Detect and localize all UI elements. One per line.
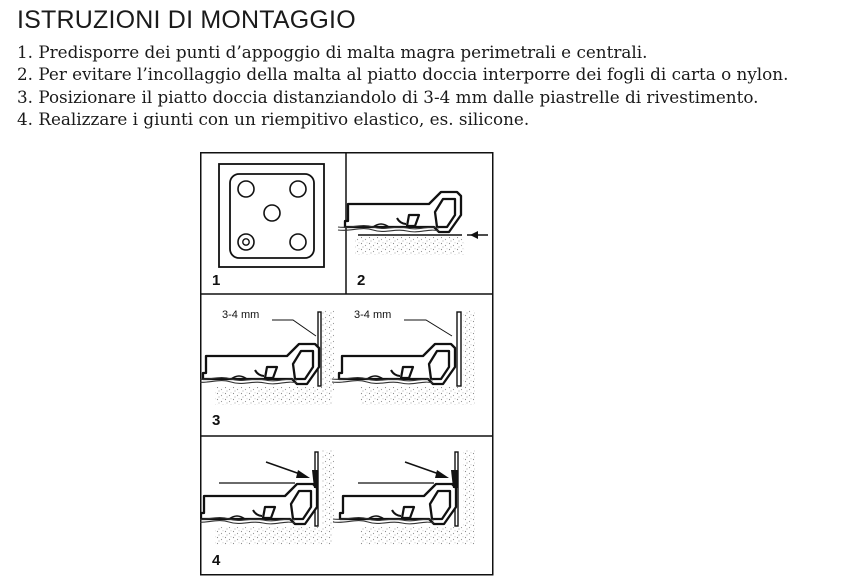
instruction-step-3: 3. Posizionare il piatto doccia distanziandolo di 3-4 mm dalle piastrelle di rivestimento.: [17, 86, 759, 107]
instruction-step-4: 4. Realizzare i giunti con un riempitivo elastico, es. silicone.: [17, 108, 530, 129]
page-title: ISTRUZIONI DI MONTAGGIO: [17, 6, 356, 34]
gap-label-left: 3-4 mm: [222, 309, 260, 321]
panel-label-4: 4: [212, 552, 221, 569]
panel-label-2: 2: [357, 272, 366, 289]
instruction-step-1: 1. Predisporre dei punti d’appoggio di malta magra perimetrali e centrali.: [17, 42, 648, 62]
panel-label-3: 3: [212, 412, 221, 429]
assembly-diagram: [200, 152, 495, 576]
gap-label-right: 3-4 mm: [354, 309, 392, 321]
instruction-step-2: 2. Per evitare l’incollaggio della malta al piatto doccia interporre dei fogli di carta o nylon.: [17, 64, 789, 85]
panel-label-1: 1: [212, 272, 221, 289]
instruction-list: [17, 41, 788, 130]
